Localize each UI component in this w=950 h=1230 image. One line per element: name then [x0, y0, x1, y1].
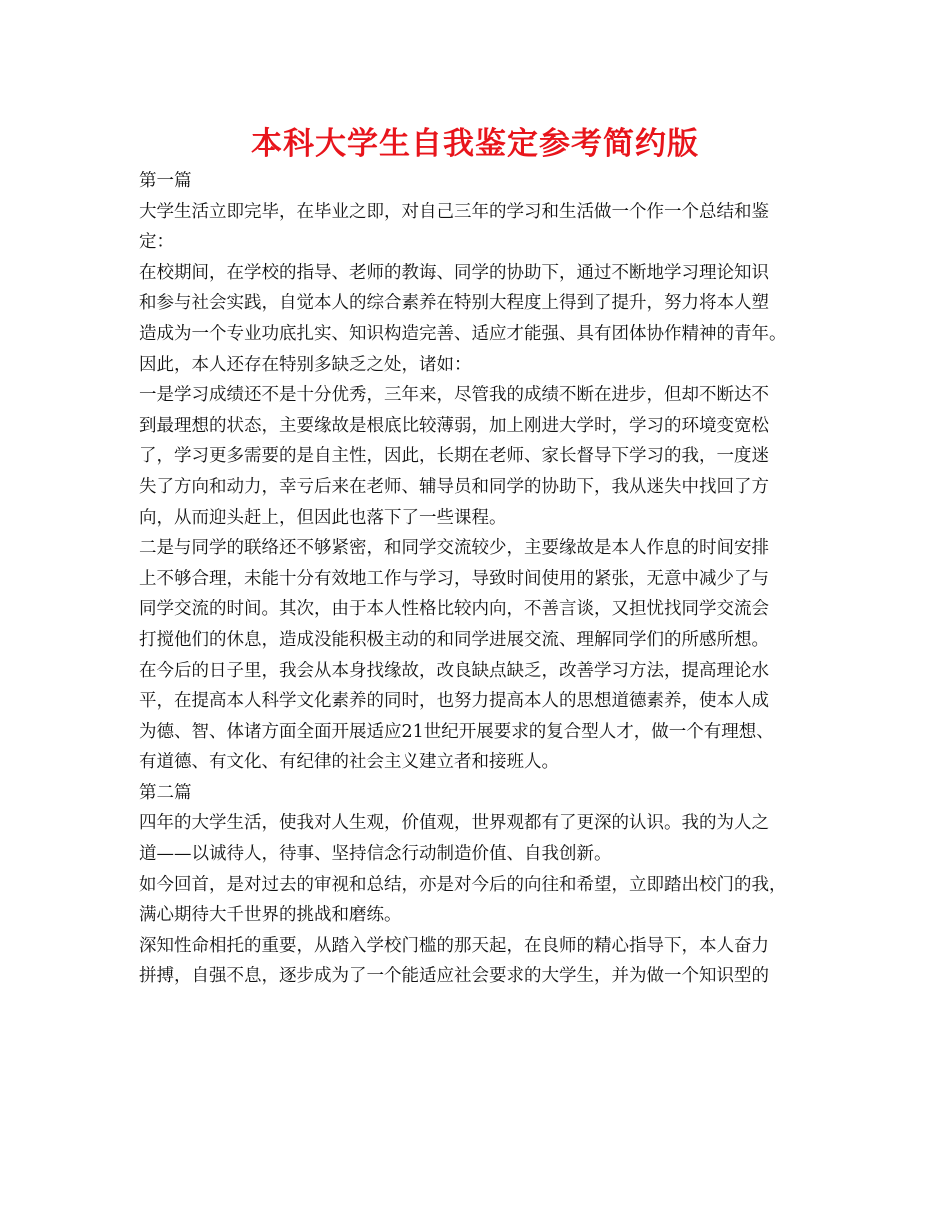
text-line: 同学交流的时间。其次，由于本人性格比较内向，不善言谈，又担忧找同学交流会 [139, 599, 769, 620]
text-line: 一是学习成绩还不是十分优秀，三年来，尽管我的成绩不断在进步，但却不断达不 [139, 385, 769, 406]
text-line: 深知性命相托的重要，从踏入学校门槛的那天起，在良师的精心指导下，本人奋力 [139, 935, 769, 956]
text-line: 到最理想的状态，主要缘故是根底比较薄弱，加上刚进大学时，学习的环境变宽松 [139, 415, 769, 436]
text-line: 失了方向和动力，幸亏后来在老师、辅导员和同学的协助下，我从迷失中找回了方 [139, 476, 769, 497]
text-line: 因此，本人还存在特别多缺乏之处，诸如： [139, 354, 472, 375]
text-line: 满心期待大千世界的挑战和磨练。 [139, 905, 402, 926]
text-line: 在今后的日子里，我会从本身找缘故，改良缺点缺乏，改善学习方法，提高理论水 [139, 660, 769, 681]
text-line: 第二篇 [139, 782, 192, 803]
text-line: 如今回首，是对过去的审视和总结，亦是对今后的向往和希望，立即踏出校门的我， [139, 874, 787, 895]
document-title: 本科大学生自我鉴定参考简约版 [251, 126, 699, 162]
text-line: 二是与同学的联络还不够紧密，和同学交流较少，主要缘故是本人作息的时间安排 [139, 538, 769, 559]
text-line: 了，学习更多需要的是自主性，因此，长期在老师、家长督导下学习的我，一度迷 [139, 446, 769, 467]
text-line: 为德、智、体诸方面全面开展适应21世纪开展要求的复合型人才，做一个有理想、 [139, 721, 774, 742]
text-line: 在校期间，在学校的指导、老师的教诲、同学的协助下，通过不断地学习理论知识 [139, 262, 769, 283]
text-line: 打搅他们的休息，造成没能积极主动的和同学进展交流、理解同学们的所感所想。 [139, 629, 769, 650]
document-body [139, 166, 829, 992]
text-line: 拼搏，自强不息，逐步成为了一个能适应社会要求的大学生，并为做一个知识型的 [139, 966, 769, 987]
text-line: 道——以诚待人，待事、坚持信念行动制造价值、自我创新。 [139, 844, 612, 865]
text-line: 向，从而迎头赶上，但因此也落下了一些课程。 [139, 507, 507, 528]
text-line: 第一篇 [139, 171, 192, 191]
text-line: 大学生活立即完毕，在毕业之即，对自己三年的学习和生活做一个作一个总结和鉴 [139, 201, 769, 222]
text-line: 定： [139, 232, 174, 253]
text-line: 造成为一个专业功底扎实、知识构造完善、适应才能强、具有团体协作精神的青年。 [139, 323, 787, 344]
text-line: 四年的大学生活，使我对人生观，价值观，世界观都有了更深的认识。我的为人之 [139, 813, 769, 834]
text-line: 和参与社会实践，自觉本人的综合素养在特别大程度上得到了提升，努力将本人塑 [139, 293, 769, 314]
text-line: 平，在提高本人科学文化素养的同时，也努力提高本人的思想道德素养，使本人成 [139, 691, 769, 712]
text-line: 上不够合理，未能十分有效地工作与学习，导致时间使用的紧张，无意中减少了与 [139, 568, 769, 589]
text-line: 有道德、有文化、有纪律的社会主义建立者和接班人。 [139, 752, 559, 773]
